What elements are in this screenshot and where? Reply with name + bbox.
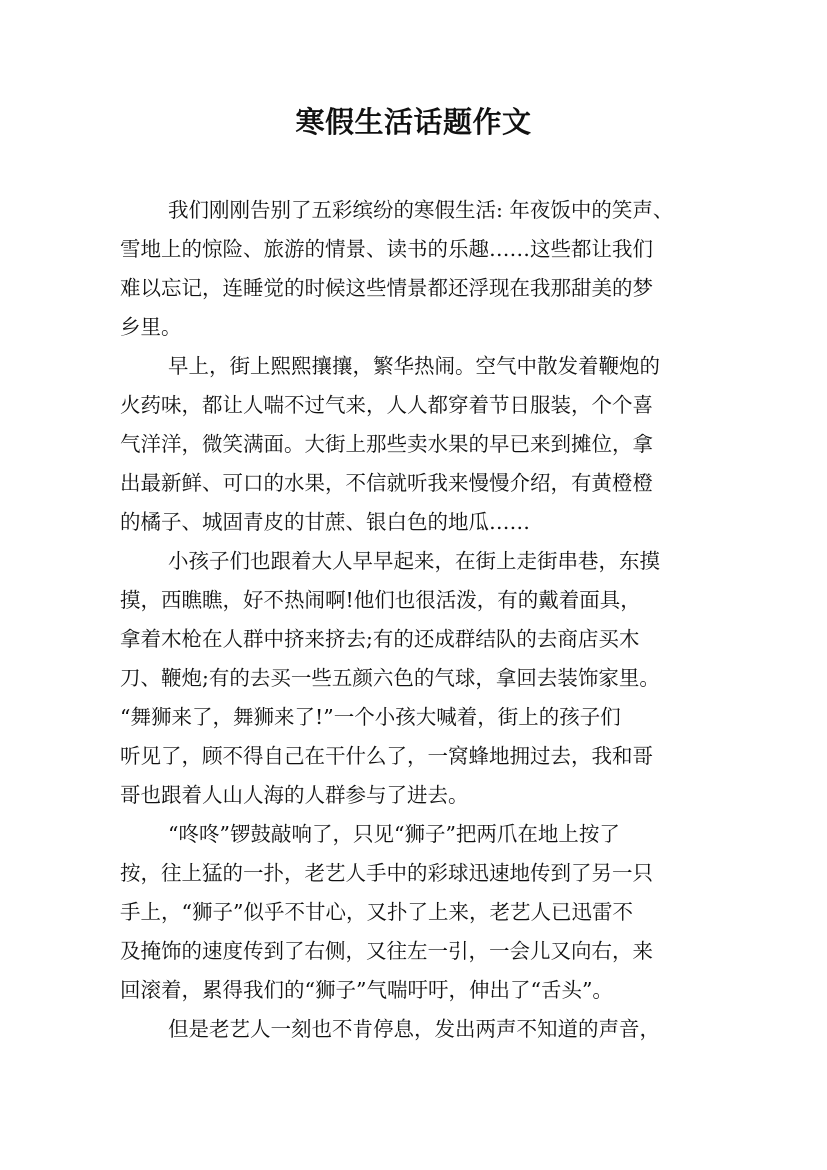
- document-title: 寒假生活话题作文: [295, 105, 532, 139]
- text-line: 但是老艺人一刻也不肯停息，发出两声不知道的声音，: [168, 1017, 660, 1041]
- text-line: 小孩子们也跟着大人早早起来，在街上走街串巷，东摸: [168, 549, 660, 573]
- text-line: 手上，“狮子”似乎不甘心，又扑了上来，老艺人已迅雷不: [120, 900, 633, 924]
- text-line: 刀、鞭炮;有的去买一些五颜六色的气球，拿回去装饰家里。: [120, 666, 660, 690]
- text-line: 回滚着，累得我们的“狮子”气喘吁吁，伸出了“舌头”。: [120, 978, 613, 1002]
- text-line: 哥也跟着人山人海的人群参与了进去。: [120, 783, 469, 807]
- text-line: 我们刚刚告别了五彩缤纷的寒假生活: 年夜饭中的笑声、: [168, 198, 674, 222]
- text-line: 的橘子、城固青皮的甘蔗、银白色的地瓜……: [120, 510, 530, 534]
- text-line: 按，往上猛的一扑，老艺人手中的彩球迅速地传到了另一只: [120, 861, 653, 885]
- text-line: 早上，街上熙熙攘攘，繁华热闹。空气中散发着鞭炮的: [168, 354, 660, 378]
- text-line: 火药味，都让人喘不过气来，人人都穿着节日服装，个个喜: [120, 393, 653, 417]
- text-line: 摸，西瞧瞧，好不热闹啊!他们也很活泼，有的戴着面具，: [120, 588, 641, 612]
- text-line: 听见了，顾不得自己在干什么了，一窝蜂地拥过去，我和哥: [120, 744, 653, 768]
- text-line: 拿着木枪在人群中挤来挤去;有的还成群结队的去商店买木: [120, 627, 640, 651]
- text-line: “咚咚”锣鼓敲响了，只见“狮子”把两爪在地上按了: [168, 822, 620, 846]
- text-line: 及掩饰的速度传到了右侧，又往左一引，一会儿又向右，来: [120, 939, 653, 963]
- text-line: 气洋洋，微笑满面。大街上那些卖水果的早已来到摊位，拿: [120, 432, 653, 456]
- text-line: 出最新鲜、可口的水果，不信就听我来慢慢介绍，有黄橙橙: [120, 471, 653, 495]
- text-line: “舞狮来了，舞狮来了!”一个小孩大喊着，街上的孩子们: [120, 705, 621, 729]
- text-line: 难以忘记，连睡觉的时候这些情景都还浮现在我那甜美的梦: [120, 276, 653, 300]
- text-line: 乡里。: [120, 315, 182, 339]
- text-line: 雪地上的惊险、旅游的情景、读书的乐趣……这些都让我们: [120, 237, 653, 261]
